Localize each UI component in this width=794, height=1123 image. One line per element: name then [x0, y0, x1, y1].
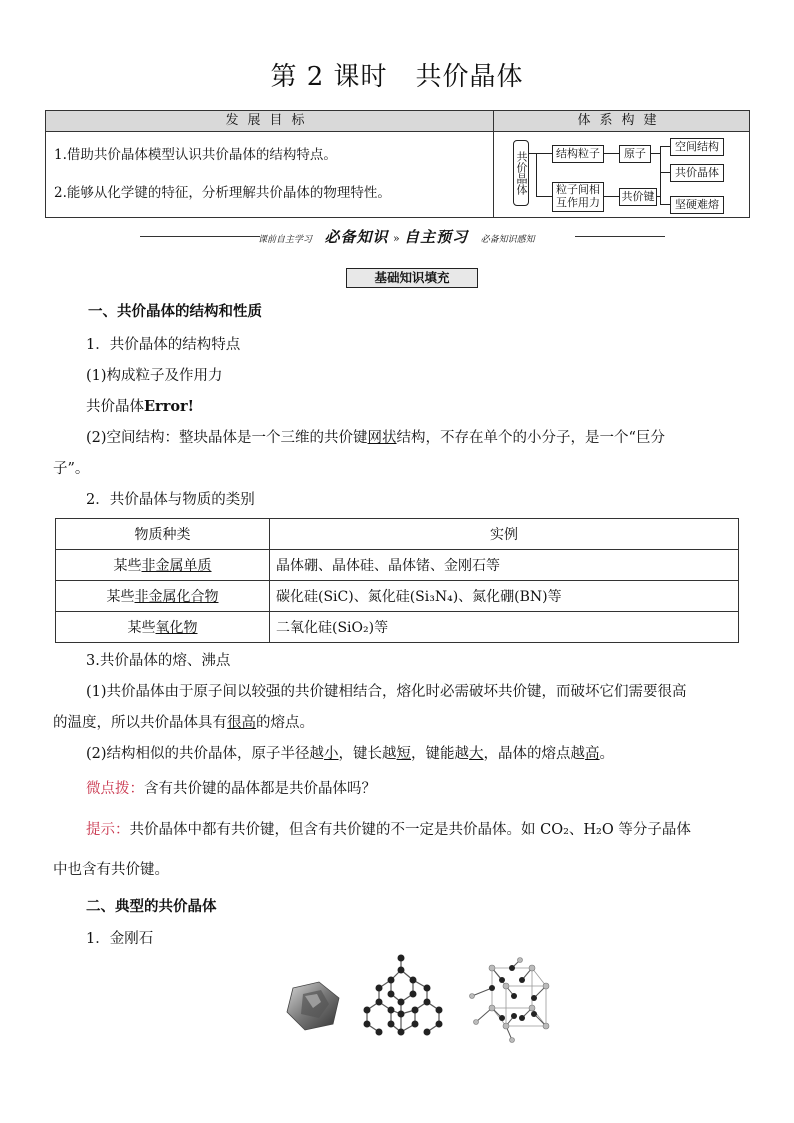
banner-left: 课前自主学习 [258, 235, 313, 245]
goals-table [45, 110, 750, 218]
section1-p3-cont: 子”。 [53, 461, 90, 477]
banner-arrow-icon: » [392, 232, 400, 245]
classification-table [55, 518, 739, 643]
diagram-crystal: 共价晶体 [670, 164, 724, 182]
banner-rule-left [140, 236, 260, 237]
section3-p1: (1)共价晶体由于原子间以较强的共价键相结合，熔化时必需破坏共价键，而破坏它们需要很高 [86, 684, 687, 700]
banner-main-2: 自主预习 [404, 228, 469, 246]
tip-question-label: 微点拨： [86, 781, 144, 797]
system-header: 体系构建 [494, 111, 749, 132]
section1-heading: 一、共价晶体的结构和性质 [88, 303, 262, 320]
diamond-unit-cell [462, 956, 552, 1046]
table-cell-kind: 某些氧化物 [56, 612, 270, 643]
table-cell-kind: 某些非金属化合物 [56, 581, 270, 612]
system-diagram [495, 132, 749, 217]
section3-p1-cont: 的温度，所以共价晶体具有很高的熔点。 [53, 715, 314, 731]
lesson-topic: 共价晶体 [415, 62, 524, 92]
table-cell-example: 碳化硅(SiC)、氮化硅(Si₃N₄)、氮化硼(BN)等 [270, 581, 739, 612]
diagram-bond: 共价键 [619, 188, 657, 206]
table-row [56, 581, 739, 612]
tip-answer: 提示：共价晶体中都有共价键，但含有共价键的不一定是共价晶体。如 CO₂、H₂O 等分子晶体 [86, 822, 691, 838]
diagram-particle: 结构粒子 [552, 145, 604, 163]
section-tag: 基础知识填充 [346, 268, 478, 288]
table-header-row [56, 519, 739, 550]
banner-right: 必备知识感知 [480, 235, 535, 245]
table-row [56, 550, 739, 581]
goals-divider [493, 131, 494, 217]
lesson-number: 第 2 课时 [270, 62, 388, 92]
goals-header: 发展目标 [46, 111, 494, 132]
section1-p3: (2)空间结构：整块晶体是一个三维的共价键网状结构，不存在单个的小分子，是一个“巨分 [86, 430, 665, 446]
banner-main-1: 必备知识 [324, 228, 389, 246]
banner-rule-right [575, 236, 665, 237]
section1-p1: (1)构成粒子及作用力 [86, 368, 223, 384]
diagram-spatial: 空间结构 [670, 138, 724, 156]
table-cell-example: 二氧化硅(SiO₂)等 [270, 612, 739, 643]
table-cell-kind: 某些非金属单质 [56, 550, 270, 581]
goal-item-1: 1.借助共价晶体模型认识共价晶体的结构特点。 [54, 147, 337, 163]
table-cell-example: 晶体硼、晶体硅、晶体锗、金刚石等 [270, 550, 739, 581]
diamond-structure-model [355, 952, 455, 1042]
diagram-atom: 原子 [619, 145, 651, 163]
diagram-property: 坚硬难熔 [670, 196, 724, 214]
section1-sub1: 1．共价晶体的结构特点 [86, 337, 241, 353]
tip-answer-label: 提示： [86, 822, 130, 838]
section3-heading: 3.共价晶体的熔、沸点 [86, 653, 231, 669]
table-row [56, 612, 739, 643]
diagram-interaction: 粒子间相 互作用力 [552, 182, 604, 212]
table-header-example: 实例 [270, 519, 739, 550]
banner [258, 226, 535, 247]
error-text: Error! [144, 398, 195, 415]
section1-sub2: 2．共价晶体与物质的类别 [86, 492, 255, 508]
diagram-root: 共价晶体 [513, 140, 529, 206]
page-title [0, 56, 794, 93]
section3-p2: (2)结构相似的共价晶体，原子半径越小，键长越短，键能越大，晶体的熔点越高。 [86, 746, 615, 762]
diamond-photo [283, 980, 343, 1032]
goal-item-2: 2.能够从化学键的特征，分析理解共价晶体的物理特性。 [54, 185, 391, 201]
section2-heading: 二、典型的共价晶体 [86, 898, 217, 915]
tip-question: 微点拨：含有共价键的晶体都是共价晶体吗？ [86, 781, 376, 797]
table-header-kind: 物质种类 [56, 519, 270, 550]
section1-p2: 共价晶体Error! [86, 398, 195, 415]
tip-answer-cont: 中也含有共价键。 [53, 862, 169, 878]
section2-sub1: 1．金刚石 [86, 931, 154, 947]
